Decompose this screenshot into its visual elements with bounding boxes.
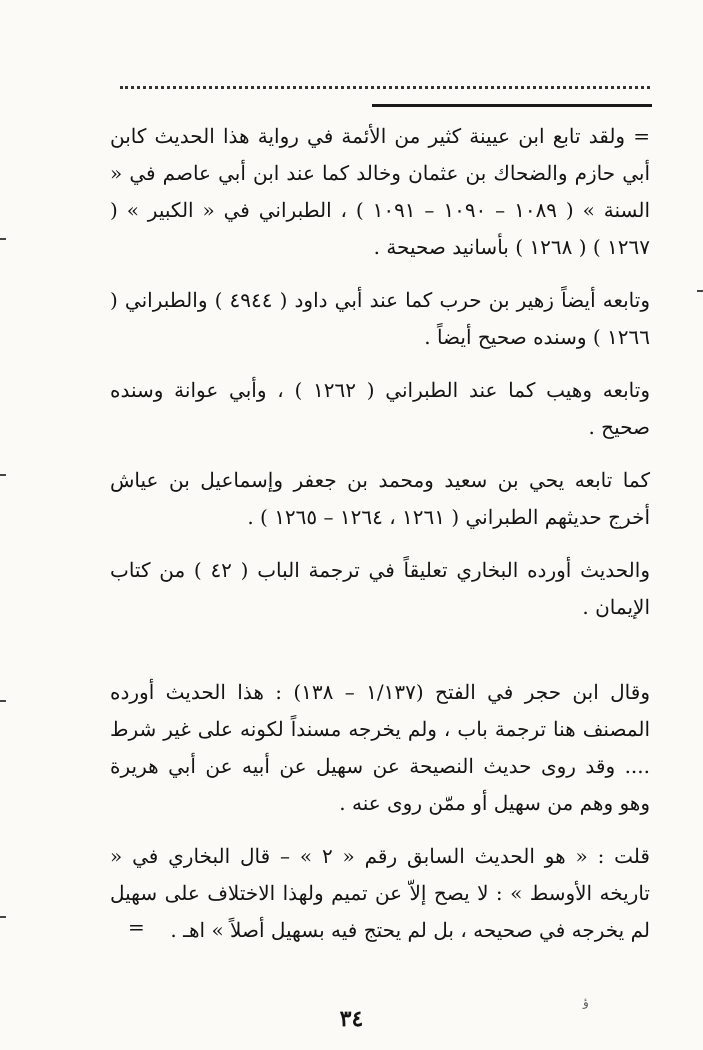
footnote-body <box>110 118 650 965</box>
paragraph-zuhair: وتابعه أيضاً زهير بن حرب كما عند أبي داود ( ٤٩٤٤ ) والطبراني ( ١٢٦٦ ) وسنده صحيح أيضاً . <box>110 288 650 349</box>
paragraph-yahya: كما تابعه يحي بن سعيد ومحمد بن جعفر وإسماعيل بن عياش أخرج حديثهم الطبراني ( ١٢٦١ ، ١٢٦٤ – ١٢٦٥ ) . <box>110 468 650 529</box>
scan-edge-mark <box>0 238 6 240</box>
continuation-mark: = <box>128 915 145 939</box>
dotted-separator-rule <box>120 86 650 89</box>
scan-edge-mark <box>697 290 703 292</box>
paragraph-qultu: قلت : « هو الحديث السابق رقم « ٢ » – قال البخاري في « تاريخه الأوسط » : لا يصح إلاّ عن تميم ولهذا الاختلاف على سهيل لم يخرجه في صحيحه ، بل لم يحتج فيه بسهيل أصلاً » اهـ . <box>110 844 650 942</box>
scan-edge-mark <box>0 474 6 476</box>
scan-edge-mark <box>0 700 6 702</box>
paragraph-ibn-hajar: وقال ابن حجر في الفتح (١/١٣٧ – ١٣٨) : هذا الحديث أورده المصنف هنا ترجمة باب ، ولم يخرجه مسنداً لكونه على غير شرط .... وقد روى حديث النصيحة عن سهيل عن أبيه عن أبي هريرة وهو وهم من سهيل أو ممّن روى عنه . <box>110 680 650 815</box>
scan-edge-mark <box>0 916 6 918</box>
footnote-separator-rule <box>372 104 652 107</box>
paragraph-bukhari-tarjama: والحديث أورده البخاري تعليقاً في ترجمة الباب ( ٤٢ ) من كتاب الإيمان . <box>110 558 650 619</box>
print-speck: ؤ <box>583 995 589 1009</box>
paragraph-wuhaib: وتابعه وهيب كما عند الطبراني ( ١٢٦٢ ) ، وأبي عوانة وسنده صحيح . <box>110 378 650 439</box>
page-number: ٣٤ <box>339 1006 364 1032</box>
paragraph-continued-chain: = ولقد تابع ابن عيينة كثير من الأئمة في رواية هذا الحديث كابن أبي حازم والضحاك بن عثمان وخالد كما عند ابن أبي عاصم في « السنة » ( ١٠٨٩ – ١٠٩٠ – ١٠٩١ ) ، الطبراني في « الكبير » ( ١٢٦٧ ) ( ١٢٦٨ ) بأسانيد صحيحة . <box>110 124 650 259</box>
